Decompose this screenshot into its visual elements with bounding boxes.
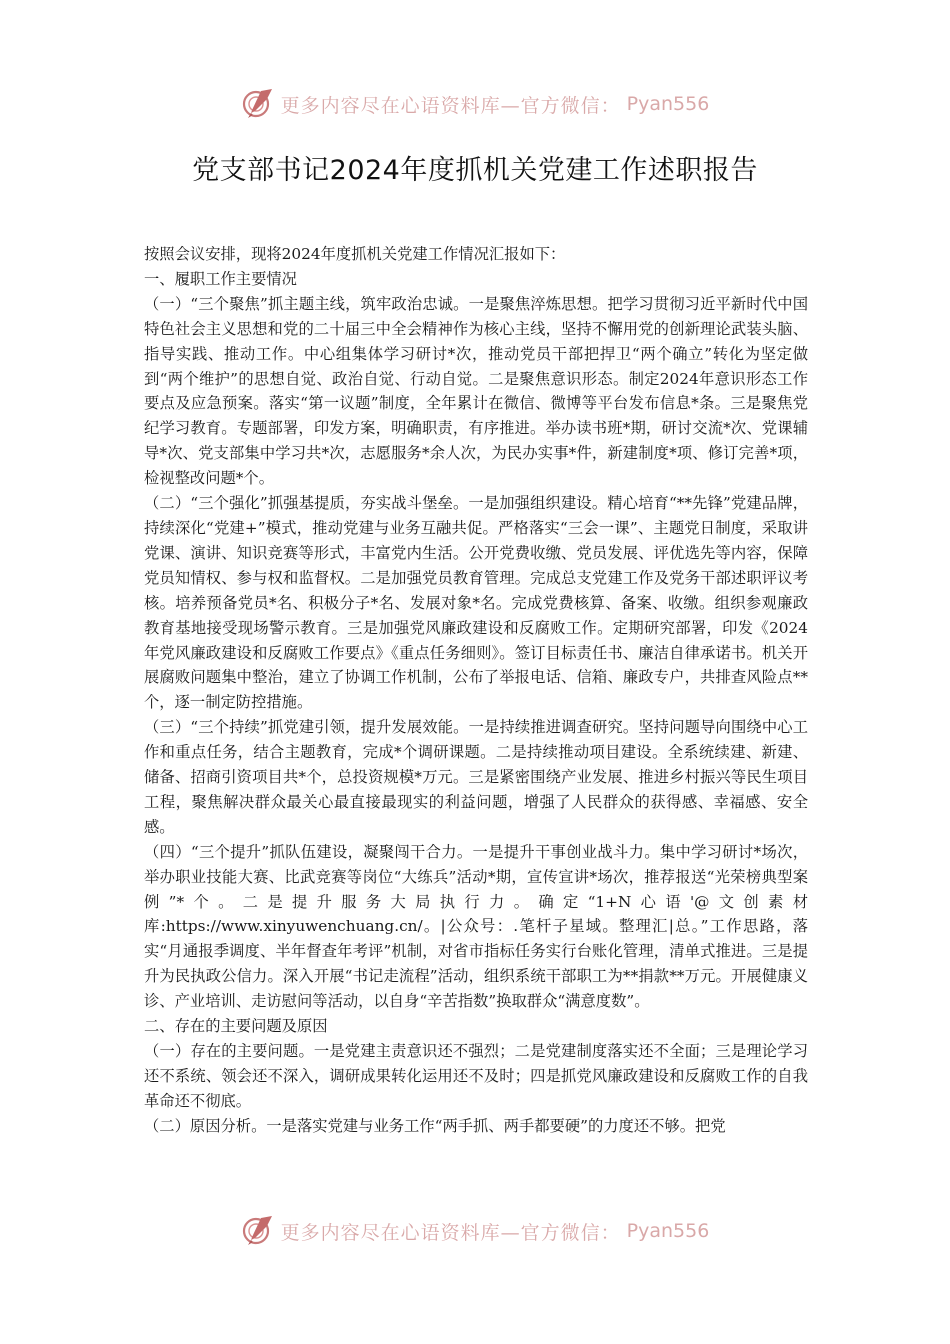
paragraph-2-2: （二）原因分析。一是落实党建与业务工作“两手抓、两手都要硬”的力度还不够。把党: [144, 1116, 726, 1135]
paragraph-1-4: （四）“三个提升”抓队伍建设，凝聚闯干合力。一是提升干事创业战斗力。集中学习研讨*场次，举办职业技能大赛、比武竞赛等岗位“大练兵”活动*期，宣传宣讲*场次，推荐报送“光荣榜典型案例”*个。二是提升服务大局执行力。确定“1+N心语'@文创素材库:https://www.xinyuwenchuang.cn/。|公众号：.笔杆子星域。整理汇|总。”工作思路，落实“月通报季调度、半年督查年考评”机制，对省市指标任务实行台账化管理，清单式推进。三是提升为民执政公信力。深入开展“书记走流程”活动，组织系统干部职工为**捐款**万元。开展健康义诊、产业培训、走访慰问等活动，以自身“辛苦指数”换取群众“满意度数”。: [144, 842, 808, 1011]
document-body: [144, 242, 808, 1139]
paragraph-1-1: （一）“三个聚焦”抓主题主线，筑牢政治忠诚。一是聚焦淬炼思想。把学习贯彻习近平新时代中国特色社会主义思想和党的二十届三中全会精神作为核心主线，坚持不懈用党的创新理论武装头脑、指导实践、推动工作。中心组集体学习研讨*次，推动党员干部把捍卫“两个确立”转化为坚定做到“两个维护”的思想自觉、政治自觉、行动自觉。二是聚焦意识形态。制定2024年意识形态工作要点及应急预案。落实“第一议题”制度，全年累计在微信、微博等平台发布信息*条。三是聚焦党纪学习教育。专题部署，印发方案，明确职责，有序推进。举办读书班*期，研讨交流*次、党课辅导*次、党支部集中学习共*次，志愿服务*余人次，为民办实事*件，新建制度*项、修订完善*项，检视整改问题*个。: [144, 294, 808, 488]
watermark-wechat-id: Pyan556: [626, 93, 710, 115]
watermark-footer: [0, 1211, 950, 1251]
watermark-text: 更多内容尽在心语资料库—官方微信：: [280, 1221, 621, 1244]
watermark-text: 更多内容尽在心语资料库—官方微信：: [280, 94, 621, 117]
paragraph-1-3: （三）“三个持续”抓党建引领，提升发展效能。一是持续推进调查研究。坚持问题导向围绕中心工作和重点任务，结合主题教育，完成*个调研课题。二是持续推动项目建设。全系统续建、新建、储备、招商引资项目共*个，总投资规模*万元。三是紧密围绕产业发展、推进乡村振兴等民生项目工程，聚焦解决群众最关心最直接最现实的利益问题，增强了人民群众的获得感、幸福感、安全感。: [144, 718, 808, 836]
paragraph-1-2: （二）“三个强化”抓强基提质，夯实战斗堡垒。一是加强组织建设。精心培育“**先锋”党建品牌，持续深化“党建+”模式，推动党建与业务互融共促。严格落实“三会一课”、主题党日制度，采取讲党课、演讲、知识竞赛等形式，丰富党内生活。公开党费收缴、党员发展、评优选先等内容，保障党员知情权、参与权和监督权。二是加强党员教育管理。完成总支党建工作及党务干部述职评议考核。培养预备党员*名、积极分子*名、发展对象*名。完成党费核算、备案、收缴。组织参观廉政教育基地接受现场警示教育。三是加强党风廉政建设和反腐败工作。定期研究部署，印发《2024年党风廉政建设和反腐败工作要点》《重点任务细则》。签订目标责任书、廉洁自律承诺书。机关开展腐败问题集中整治，建立了协调工作机制，公布了举报电话、信箱、廉政专户，共排查风险点**个，逐一制定防控措施。: [144, 494, 808, 712]
watermark-wechat-id: Pyan556: [626, 1220, 710, 1242]
section-heading-1: 一、履职工作主要情况: [144, 269, 297, 288]
brush-pen-logo-icon: [241, 87, 275, 121]
intro-paragraph: 按照会议安排，现将2024年度抓机关党建工作情况汇报如下：: [144, 245, 566, 263]
document-title: 党支部书记2024年度抓机关党建工作述职报告: [192, 155, 758, 186]
brush-pen-logo-icon: [241, 1214, 275, 1248]
paragraph-2-1: （一）存在的主要问题。一是党建主责意识还不强烈；二是党建制度落实还不全面；三是理论学习还不系统、领会还不深入，调研成果转化运用还不及时；四是抓党风廉政建设和反腐败工作的自我革命还不彻底。: [144, 1042, 808, 1110]
watermark-header: [0, 84, 950, 124]
section-heading-2: 二、存在的主要问题及原因: [144, 1017, 328, 1036]
